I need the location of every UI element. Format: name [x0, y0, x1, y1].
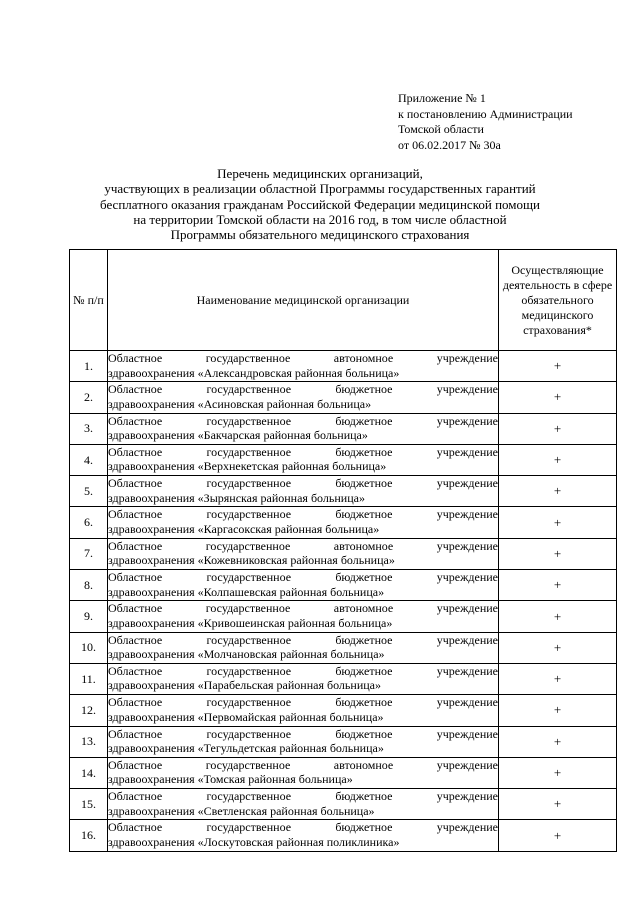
insurance-mark: +	[499, 789, 617, 820]
table-row	[70, 444, 617, 475]
organization-name: здравоохранения «Асиновская районная больница»	[108, 396, 372, 411]
header-organization-name: Наименование медицинской организации	[108, 250, 499, 351]
table-header-row	[70, 250, 617, 351]
organization-name-cell	[108, 820, 499, 851]
row-number: 7.	[70, 538, 108, 569]
table-row	[70, 476, 617, 507]
table-row	[70, 570, 617, 601]
insurance-mark: +	[499, 820, 617, 851]
insurance-mark: +	[499, 570, 617, 601]
row-number: 13.	[70, 726, 108, 757]
organization-type: Областное государственное бюджетное учреждение	[108, 726, 498, 741]
organization-name-cell	[108, 601, 499, 632]
appendix-line: к постановлению Администрации	[398, 106, 573, 121]
organization-name: здравоохранения «Первомайская районная больница»	[108, 709, 384, 724]
header-number: № п/п	[70, 250, 108, 351]
table-row	[70, 351, 617, 382]
insurance-mark: +	[499, 507, 617, 538]
organization-name: здравоохранения «Зырянская районная больница»	[108, 490, 365, 505]
organization-type: Областное государственное автономное учреждение	[108, 538, 498, 553]
insurance-mark: +	[499, 695, 617, 726]
row-number: 14.	[70, 757, 108, 788]
table-row	[70, 538, 617, 569]
organization-name-cell	[108, 789, 499, 820]
row-number: 5.	[70, 476, 108, 507]
organization-name-cell	[108, 538, 499, 569]
row-number: 9.	[70, 601, 108, 632]
insurance-mark: +	[499, 726, 617, 757]
organization-name-cell	[108, 570, 499, 601]
organization-type: Областное государственное бюджетное учреждение	[108, 382, 498, 397]
organization-type: Областное государственное бюджетное учреждение	[108, 820, 498, 835]
insurance-mark: +	[499, 601, 617, 632]
organization-name: здравоохранения «Томская районная больница»	[108, 772, 353, 787]
header-insurance: Осуществляющие деятельность в сфере обязательного медицинского страхования*	[499, 250, 617, 351]
insurance-mark: +	[499, 663, 617, 694]
table-row	[70, 632, 617, 663]
insurance-mark: +	[499, 757, 617, 788]
row-number: 10.	[70, 632, 108, 663]
organization-type: Областное государственное бюджетное учреждение	[108, 476, 498, 491]
table-row	[70, 820, 617, 851]
organization-name-cell	[108, 476, 499, 507]
row-number: 6.	[70, 507, 108, 538]
table-row	[70, 789, 617, 820]
organization-name: здравоохранения «Парабельская районная больница»	[108, 678, 381, 693]
table-row	[70, 757, 617, 788]
organization-name-cell	[108, 757, 499, 788]
insurance-mark: +	[499, 476, 617, 507]
document-title	[60, 166, 580, 242]
organization-name-cell	[108, 507, 499, 538]
appendix-line: Приложение № 1	[398, 91, 486, 105]
table-row	[70, 601, 617, 632]
title-line: на территории Томской области на 2016 год, в том числе областной	[133, 211, 507, 227]
organization-type: Областное государственное бюджетное учреждение	[108, 632, 498, 647]
organization-name-cell	[108, 726, 499, 757]
table-row	[70, 413, 617, 444]
row-number: 11.	[70, 663, 108, 694]
appendix-line: от 06.02.2017 № 30а	[398, 137, 501, 152]
table-row	[70, 695, 617, 726]
organization-type: Областное государственное автономное учреждение	[108, 351, 498, 365]
organization-type: Областное государственное бюджетное учреждение	[108, 507, 498, 522]
organization-type: Областное государственное бюджетное учреждение	[108, 570, 498, 585]
title-line: участвующих в реализации областной Программы государственных гарантий	[104, 181, 536, 197]
organization-name: здравоохранения «Молчановская районная больница»	[108, 647, 385, 662]
organization-name-cell	[108, 444, 499, 475]
table-row	[70, 382, 617, 413]
insurance-mark: +	[499, 413, 617, 444]
insurance-mark: +	[499, 444, 617, 475]
row-number: 8.	[70, 570, 108, 601]
table-row	[70, 726, 617, 757]
insurance-mark: +	[499, 538, 617, 569]
organization-name: здравоохранения «Верхнекетская районная больница»	[108, 459, 387, 474]
organization-name-cell	[108, 695, 499, 726]
organization-name-cell	[108, 663, 499, 694]
title-line: Программы обязательного медицинского страхования	[170, 227, 470, 243]
organization-name: здравоохранения «Кривошеинская районная больница»	[108, 615, 393, 630]
organization-name-cell	[108, 413, 499, 444]
organization-name: здравоохранения «Колпашевская районная больница»	[108, 584, 385, 599]
organization-type: Областное государственное бюджетное учреждение	[108, 444, 498, 459]
organization-name: здравоохранения «Светленская районная больница»	[108, 803, 375, 818]
insurance-mark: +	[499, 351, 617, 382]
organizations-table	[69, 249, 617, 852]
organization-type: Областное государственное бюджетное учреждение	[108, 413, 498, 428]
organization-name-cell	[108, 382, 499, 413]
insurance-mark: +	[499, 632, 617, 663]
appendix-line: Томской области	[398, 122, 484, 136]
appendix-reference	[398, 91, 573, 153]
insurance-mark: +	[499, 382, 617, 413]
organization-type: Областное государственное бюджетное учреждение	[108, 695, 498, 710]
row-number: 4.	[70, 444, 108, 475]
organization-name: здравоохранения «Александровская районная больница»	[108, 365, 400, 380]
title-line: бесплатного оказания гражданам Российской Федерации медицинской помощи	[100, 196, 540, 212]
row-number: 16.	[70, 820, 108, 851]
organization-name: здравоохранения «Тегульдетская районная больница»	[108, 741, 384, 756]
table-body	[70, 351, 617, 852]
organization-type: Областное государственное автономное учреждение	[108, 601, 498, 616]
organization-type: Областное государственное бюджетное учреждение	[108, 789, 498, 804]
organization-name-cell	[108, 632, 499, 663]
row-number: 12.	[70, 695, 108, 726]
organization-name-cell	[108, 351, 499, 382]
row-number: 15.	[70, 789, 108, 820]
table-row	[70, 663, 617, 694]
organization-name: здравоохранения «Лоскутовская районная поликлиника»	[108, 834, 400, 849]
organization-name: здравоохранения «Бакчарская районная больница»	[108, 428, 368, 443]
organization-type: Областное государственное автономное учреждение	[108, 757, 498, 772]
table-row	[70, 507, 617, 538]
row-number: 3.	[70, 413, 108, 444]
organization-name: здравоохранения «Каргасокская районная больница»	[108, 521, 380, 536]
organization-type: Областное государственное бюджетное учреждение	[108, 663, 498, 678]
row-number: 1.	[70, 351, 108, 382]
row-number: 2.	[70, 382, 108, 413]
organization-name: здравоохранения «Кожевниковская районная больница»	[108, 553, 395, 568]
title-line: Перечень медицинских организаций,	[217, 166, 423, 181]
